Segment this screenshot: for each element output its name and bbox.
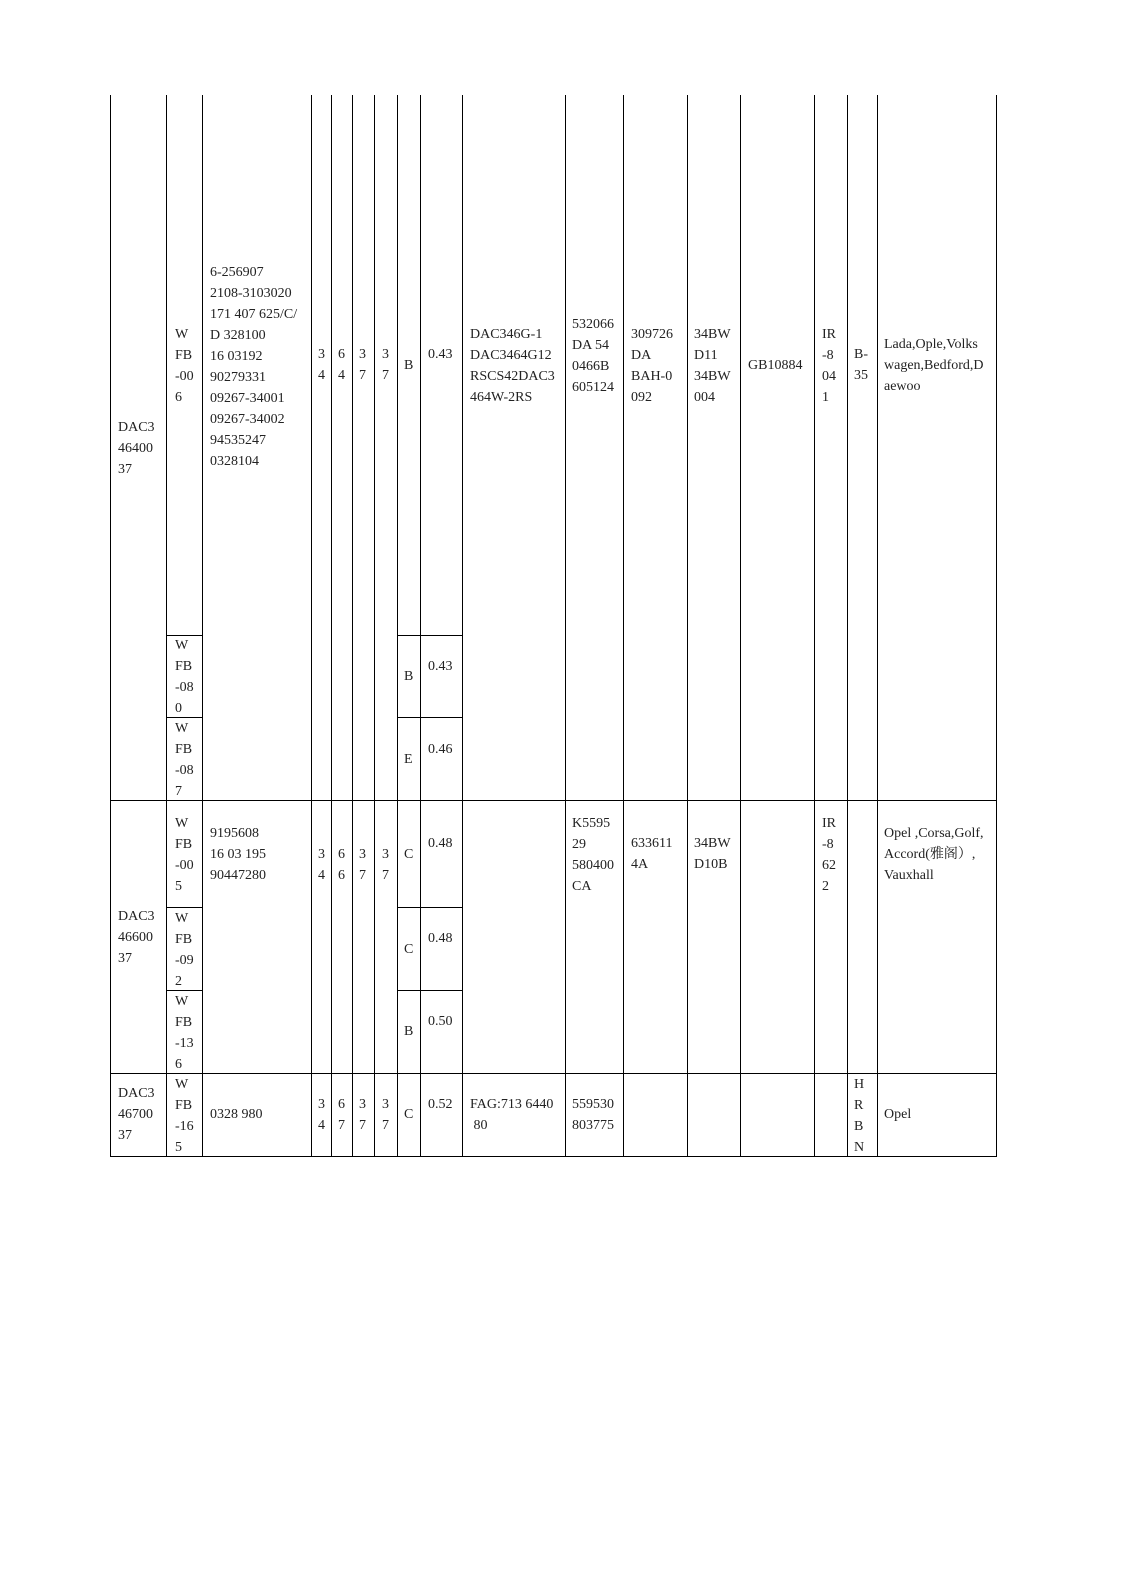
- subrow-divider: [397, 635, 463, 636]
- cross-reference-cell: 34BW D10B: [694, 836, 731, 872]
- applications-cell: Opel: [884, 1107, 912, 1122]
- column-divider: [847, 95, 848, 1157]
- cross-reference-cell: 532066 DA 54 0466B 605124: [572, 317, 614, 395]
- seal-type-cell: C: [404, 847, 414, 862]
- weight-cell: 0.52: [428, 1097, 453, 1112]
- column-divider: [623, 95, 624, 1157]
- cross-reference-cell: IR -8 62 2: [822, 816, 836, 894]
- weight-cell: 0.48: [428, 836, 453, 851]
- row-divider: [110, 800, 997, 801]
- seal-type-cell: C: [404, 1107, 414, 1122]
- code-cell: W FB -16 5: [175, 1077, 194, 1155]
- dimension-cell: 3 7: [382, 847, 389, 883]
- dimension-cell: 3 7: [359, 847, 366, 883]
- weight-cell: 0.48: [428, 931, 453, 946]
- seal-type-cell: B: [404, 1024, 414, 1039]
- cross-reference-cell: 559530 803775: [572, 1097, 614, 1133]
- model-cell: DAC3 46700 37: [118, 1086, 155, 1143]
- column-divider: [166, 95, 167, 1157]
- dimension-cell: 3 7: [359, 347, 366, 383]
- seal-type-cell: C: [404, 942, 414, 957]
- column-divider: [420, 95, 421, 1157]
- dimension-cell: 3 7: [359, 1097, 366, 1133]
- dimension-cell: 6 4: [338, 347, 345, 383]
- weight-cell: 0.46: [428, 742, 453, 757]
- column-divider: [331, 95, 332, 1157]
- code-cell: W FB -13 6: [175, 994, 194, 1072]
- column-divider: [311, 95, 312, 1157]
- applications-cell: Lada,Ople,Volks wagen,Bedford,D aewoo: [884, 337, 984, 394]
- applications-cell: Opel ,Corsa,Golf, Accord(雅阁）, Vauxhall: [884, 826, 984, 883]
- weight-cell: 0.43: [428, 347, 453, 362]
- dimension-cell: 3 4: [318, 347, 325, 383]
- oem-numbers-cell: 0328 980: [210, 1107, 263, 1122]
- code-cell: W FB -00 5: [175, 816, 194, 894]
- cross-reference-cell: IR -8 04 1: [822, 327, 836, 405]
- dimension-cell: 3 4: [318, 1097, 325, 1133]
- dimension-cell: 6 7: [338, 1097, 345, 1133]
- column-divider: [352, 95, 353, 1157]
- subrow-divider: [397, 990, 463, 991]
- cross-reference-cell: H R B N: [854, 1077, 865, 1155]
- cross-reference-cell: 309726 DA BAH-0 092: [631, 327, 673, 405]
- model-cell: DAC3 46400 37: [118, 420, 155, 477]
- weight-cell: 0.43: [428, 659, 453, 674]
- oem-numbers-cell: 9195608 16 03 195 90447280: [210, 826, 266, 883]
- cross-reference-cell: K5595 29 580400 CA: [572, 816, 614, 894]
- column-divider: [565, 95, 566, 1157]
- dimension-cell: 3 7: [382, 347, 389, 383]
- dimension-cell: 6 6: [338, 847, 345, 883]
- table-border-left: [110, 95, 111, 1157]
- code-cell: W FB -09 2: [175, 911, 194, 989]
- column-divider: [814, 95, 815, 1157]
- column-divider: [202, 95, 203, 1157]
- column-divider: [687, 95, 688, 1157]
- cross-reference-cell: DAC346G-1 DAC3464G12 RSCS42DAC3 464W-2RS: [470, 327, 555, 405]
- column-divider: [462, 95, 463, 1157]
- seal-type-cell: B: [404, 358, 414, 373]
- oem-numbers-cell: 6-256907 2108-3103020 171 407 625/C/ D 328100 16 03192 90279331 09267-34001 09267-34002 94535247 0328104: [210, 265, 298, 469]
- subrow-divider: [397, 717, 463, 718]
- cross-reference-cell: B- 35: [854, 347, 868, 383]
- table-border-right: [996, 95, 997, 1157]
- cross-reference-cell: FAG:713 6440 80: [470, 1097, 554, 1133]
- subrow-divider: [397, 907, 463, 908]
- dimension-cell: 3 4: [318, 847, 325, 883]
- cross-reference-cell: 34BW D11 34BW 004: [694, 327, 731, 405]
- seal-type-cell: B: [404, 669, 414, 684]
- cross-reference-cell: GB10884: [748, 358, 803, 373]
- column-divider: [877, 95, 878, 1157]
- code-cell: W FB -08 0: [175, 638, 194, 716]
- weight-cell: 0.50: [428, 1014, 453, 1029]
- seal-type-cell: E: [404, 752, 413, 767]
- column-divider: [740, 95, 741, 1157]
- model-cell: DAC3 46600 37: [118, 909, 155, 966]
- code-cell: W FB -08 7: [175, 721, 194, 799]
- column-divider: [374, 95, 375, 1157]
- cross-reference-cell: 633611 4A: [631, 836, 673, 872]
- column-divider: [397, 95, 398, 1157]
- code-cell: W FB -00 6: [175, 327, 194, 405]
- dimension-cell: 3 7: [382, 1097, 389, 1133]
